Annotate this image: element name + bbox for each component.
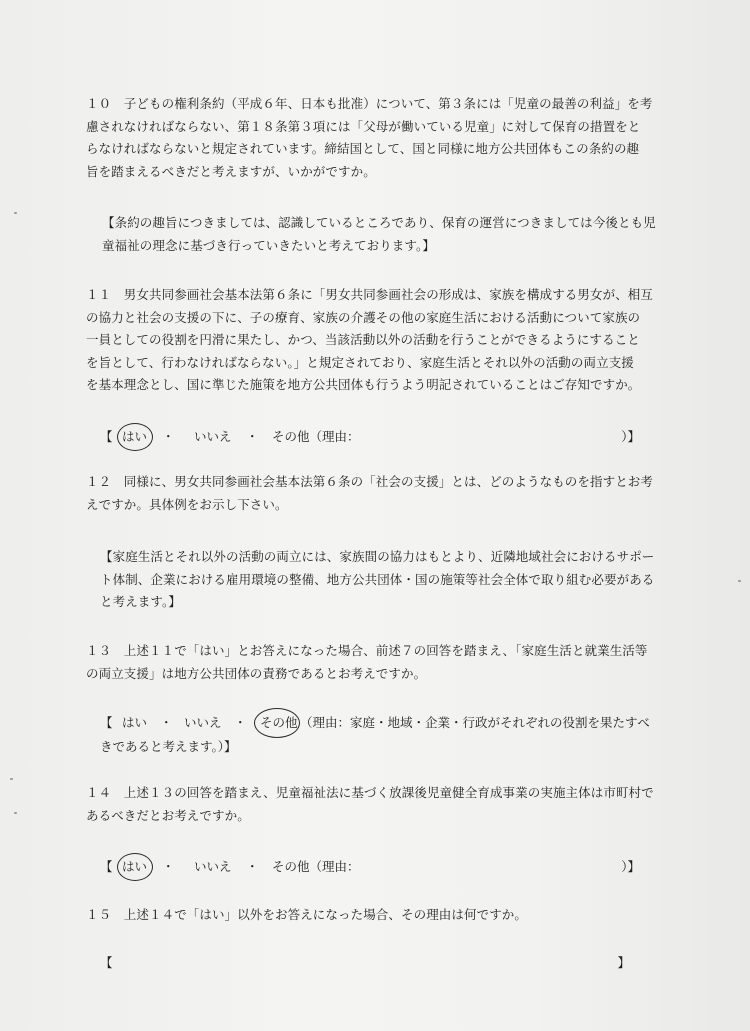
question-10-line: 旨を踏まえるべきだと考えますが、いかがですか。 (86, 163, 376, 179)
question-12-line: えですか。具体例をお示し下さい。 (86, 496, 288, 512)
question-11-line: １１ 男女共同参画社会基本法第６条に「男女共同参画社会の形成は、家族を構成する男女が、相互 (86, 287, 654, 302)
separator: ・ (246, 429, 259, 444)
question-10-line: らなければならないと規定されています。締結国として、国と同様に地方公共団体もこの条約の趣 (86, 141, 640, 156)
answer-12-line: 【家庭生活とそれ以外の活動の両立には、家族間の協力はもとより、近隣地域社会におけるサポー (100, 549, 655, 564)
choice-yes: はい (122, 859, 148, 874)
separator: ・ (162, 859, 175, 874)
choice-other: その他（理由： (272, 429, 360, 444)
close-bracket: ）】 (621, 859, 640, 874)
answer-13-reason-cont (100, 736, 640, 758)
question-11 (86, 284, 666, 397)
question-12 (86, 471, 666, 516)
answer-12-line: と考えます。】 (100, 594, 181, 609)
separator: ・ (162, 429, 175, 444)
selected-circle (117, 423, 153, 451)
selected-circle (254, 708, 300, 738)
answer-12 (100, 546, 660, 614)
separator: ・ (160, 715, 173, 730)
question-13-line: １３ 上述１１で「はい」とお答えになった場合、前述７の回答を踏まえ、「家庭生活と就業生活等 (86, 643, 648, 658)
choice-reason-cont: きであると考えます。）】 (100, 739, 237, 754)
question-14-line: あるべきだとお考えですか。 (86, 807, 250, 823)
question-15-line: １５ 上述１４で「はい」以外をお答えになった場合、その理由は何ですか。 (86, 907, 528, 922)
open-bracket: 【 (100, 955, 113, 970)
scan-speck (14, 212, 17, 214)
open-bracket: 【 (100, 715, 113, 730)
question-14-line: １４ 上述１３の回答を踏まえ、児童福祉法に基づく放課後児童健全育成事業の実施主体は市町村で (86, 785, 654, 800)
choice-no: いいえ (194, 859, 232, 874)
question-11-line: 一員としての役割を円滑に果たし、かつ、当該活動以外の活動を行うことができるようにすること (86, 332, 640, 347)
close-bracket: 】 (617, 955, 630, 970)
question-11-line: の協力と社会の支援の下に、子の療育、家族の介護その他の家庭生活における活動について家族の (86, 309, 641, 325)
answer-12-line: ト体制、企業における雇用環境の整備、地方公共団体・国の施策等社会全体で取り組む必要がある (100, 571, 655, 587)
close-bracket: ）】 (621, 429, 640, 444)
answer-10 (102, 212, 662, 257)
question-11-line: を旨として、行わなければならない。」と規定されており、家庭生活とそれ以外の活動の両立支援 (86, 354, 634, 370)
question-14 (86, 782, 666, 827)
scan-speck (14, 812, 17, 814)
scan-speck (10, 778, 13, 780)
choice-yes: はい (122, 429, 148, 444)
scan-speck (738, 580, 741, 582)
separator: ・ (246, 859, 259, 874)
question-15 (86, 904, 666, 927)
selected-circle (117, 853, 153, 881)
question-12-line: １２ 同様に、男女共同参画社会基本法第６条の「社会の支援」とは、どのようなものを指すとお考 (86, 474, 654, 489)
open-bracket: 【 (100, 859, 113, 874)
choice-other: その他 (260, 715, 298, 730)
choice-no: いいえ (194, 429, 232, 444)
question-11-line: を基本理念とし、国に準じた施策を地方公共団体も行うよう明記されていることはご存知ですか。 (86, 377, 641, 392)
question-13 (86, 640, 666, 685)
choice-yes: はい (122, 715, 148, 730)
question-10-line: １０ 子どもの権利条約（平成６年、日本も批准）について、第３条には「児童の最善の利益」を考 (86, 96, 653, 111)
open-bracket: 【 (100, 429, 113, 444)
answer-10-line: 童福祉の理念に基づき行っていきたいと考えております。】 (102, 237, 435, 253)
choice-reason: （理由：家庭・地域・企業・行政がそれぞれの役割を果たすべ (300, 715, 650, 730)
choice-no: いいえ (184, 715, 222, 730)
question-10 (86, 93, 666, 183)
question-10-line: 慮されなければならない、第１８条第３項には「父母が働いている児童」に対して保育の措置をと (86, 118, 641, 134)
answer-10-line: 【条約の趣旨につきましては、認識しているところであり、保育の運営につきましては今後とも児 (102, 215, 656, 230)
question-13-line: の両立支援」は地方公共団体の責務であるとお考えですか。 (86, 665, 427, 681)
separator: ・ (234, 715, 247, 730)
choice-other: その他（理由： (272, 859, 360, 874)
